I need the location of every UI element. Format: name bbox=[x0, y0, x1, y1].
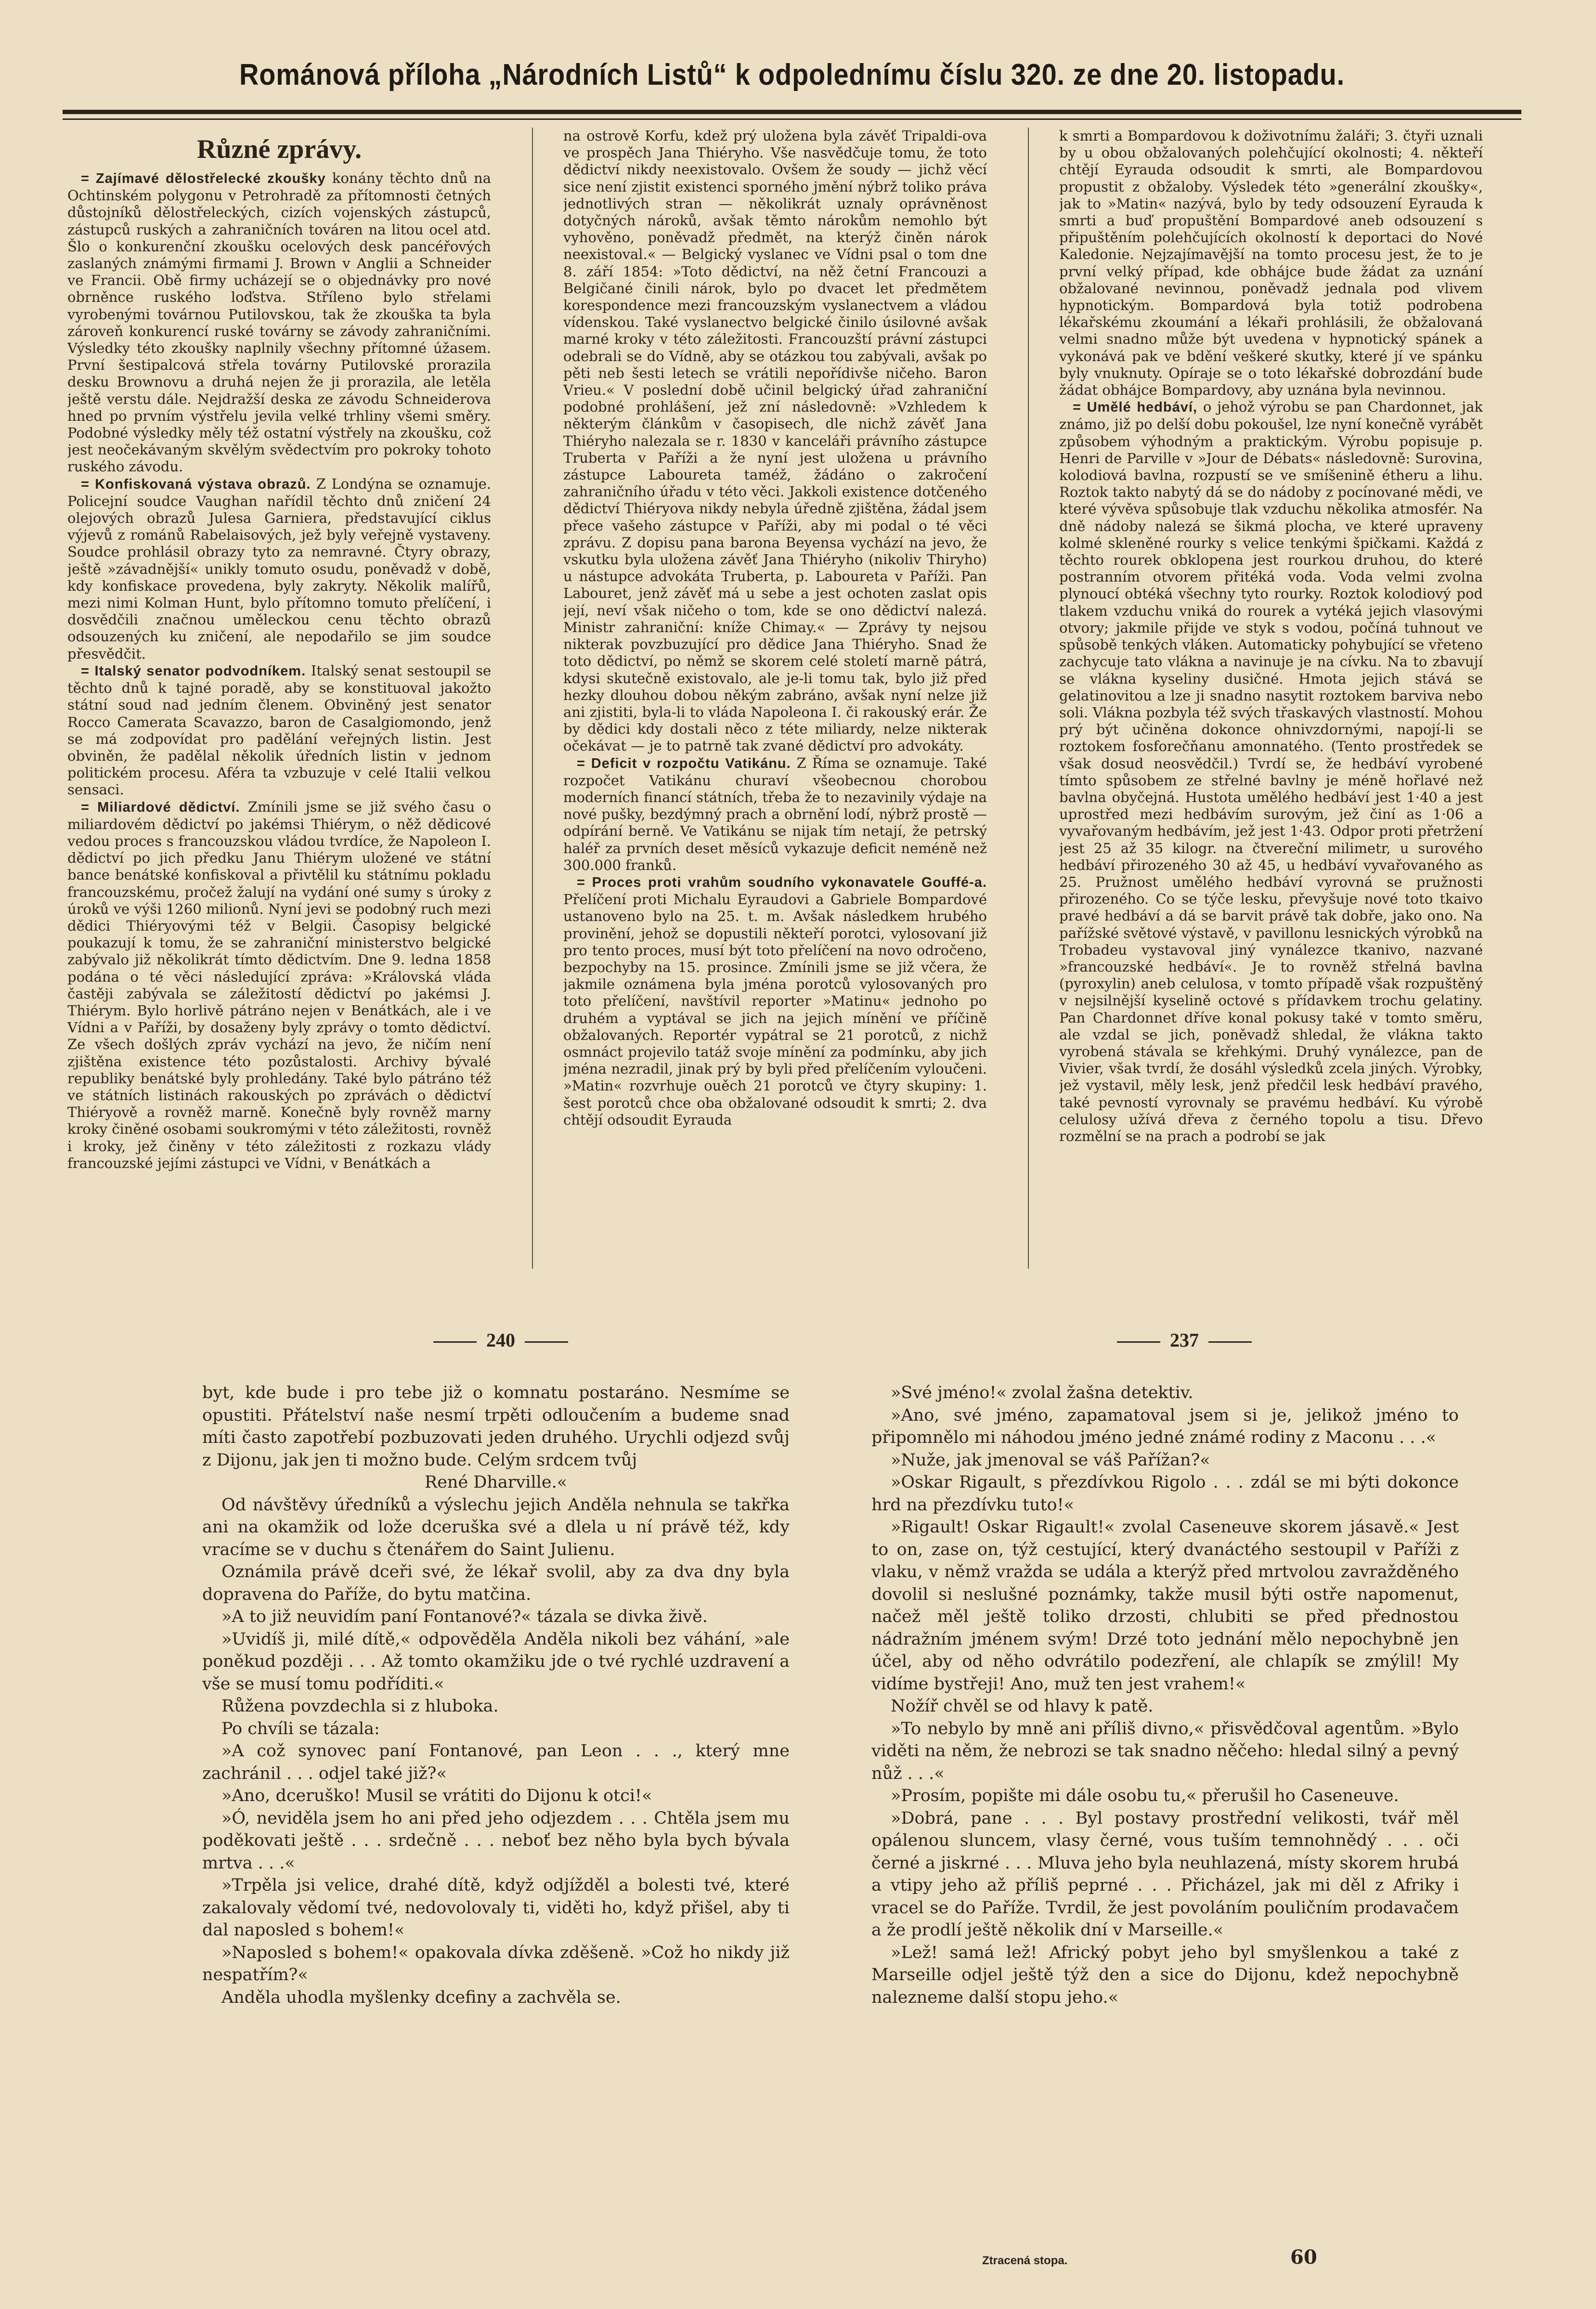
novel-paragraph: »A to již neuvidím paní Fontanové?« tázala se divka živě. bbox=[221, 1607, 708, 1626]
news-item bbox=[563, 128, 987, 755]
news-item-text: k smrti a Bompardovou k doživotnímu žaláři; 3. čtyři uznali by u obou obžalovaných polehčující okolnosti; 4. někteří chtějí Eyrauda odsoudit k smrti, ale Bompardovou propustit z obžaloby. Výsledek této »generální zkoušky«, jak to »Matin« nazývá, bylo by tedy odsouzení Eyrauda k smrti a buď propuštění Bompardové aneb odsouzení s připuštěním polehčujících okolností k deportaci do Nové Kaledonie. Nejzajímavější na tomto procesu jest, že to je první velký případ, kde obhájce bude žádat za uznání obžalované nevinnou, poněvadž jednala pod vlivem hypnotickým. Bompardová byla totiž podrobena lékařskému zkoumání a lékaři prohlásili, že obžalovaná velmi snadno může být uvedena v hypnotický spánek a vykonává pak ve bdění veškeré skutky, které jí ve spánku byly vnuknuty. Opíraje se o toto lékařské dobrozdání bude žádat obhájce Bompardovy, aby uznána byla nevinnou. bbox=[1059, 128, 1483, 399]
novel-paragraph: »To nebylo by mně ani příliš divno,« přisvědčoval agentům. »Bylo viděti na něm, že nebrozi se tak snadno něčeho: hledal silný a pevný nůž . . .« bbox=[871, 1719, 1459, 1783]
news-column-1 bbox=[67, 128, 491, 1269]
news-item bbox=[67, 662, 491, 799]
novel-paragraph: Oznámila právě dceři své, že lékař svolil, aby za dva dny byla dopravena do Paříže, do bytu matčina. bbox=[202, 1562, 790, 1604]
news-item bbox=[67, 170, 491, 476]
novel-paragraph: »A což synovec paní Fontanové, pan Leon . . ., který mne zachránil . . . odjel také již?« bbox=[202, 1741, 790, 1783]
page-number-right-value: 237 bbox=[1170, 1329, 1199, 1351]
novel-paragraph: »Dobrá, pane . . . Byl postavy prostřední velikosti, tvář měl opálenou sluncem, vlasy černé, vous tuším temnohnědý . . . oči černé a jiskrné . . . Mluva jeho byla neuhlazená, místy skorem hrubá a vtipy jeho až příliš peprné . . . Přicházel, jak mi děl z Afriky i vracel se do Paříže. Tvrdil, že jest povoláním pouličním prodavačem a že prodlí ještě několik dní v Marseille.« bbox=[871, 1808, 1459, 1940]
news-item-text: Zmínili jsme se již svého času o miliardovém dědictví po jakémsi Thiérym, o něž dědicové vedou proces s francouzskou vládou tvrdíce, že Napoleon I. dědictví po jich předku Janu Thiérym uložené ve státní bance benátské konfiskoval a přivtělil ku státnímu pokladu francouzskému, pročež žalují na vydání oné sumy s úroky z úroků ve výši 1260 milionů. Nyní jevi se podobný ruch mezi dědici Thiéryovými též v Belgii. Časopisy belgické poukazují k tomu, že se zahraniční ministerstvo belgické zabývalo již několikrát tímto dědictvím. Dne 9. ledna 1858 podána o té věci následující zpráva: »Královská vláda častěji zabývala se záležitostí dědictví po jakémsi J. Thiérym. Bylo horlivě pátráno nejen v Benátkách, ale i ve Vídni a v Paříži, by dosaženy byly zprávy o tomto dědictví. Ze všech došlých zpráv vychází na jevo, že ničím není zjištěna existence této pozůstalosti. Archivy bývalé republiky benátské byly prohledány. Také bylo pátráno též ve státních listinách rakouských po zprávách o dědictví Thiéryově a rovněž marně. Konečně byly rovněž marny kroky činěné osobami soukromými v této záležitosti, rovněž i kroky, jež činěny v této záležitosti z rozkazu vlády francouzské jejími zástupci ve Vídni, v Benátkách a bbox=[67, 798, 491, 1171]
news-item-title: = Proces proti vrahům soudního vykonavatele Gouffé-a. bbox=[577, 874, 987, 890]
news-item-title: = Italský senator podvodníkem. bbox=[81, 663, 306, 679]
novel-paragraph: »Naposled s bohem!« opakovala dívka zděšeně. »Což ho nikdy již nespatřím?« bbox=[202, 1943, 790, 1985]
news-item-text: Přelíčení proti Michalu Eyraudovi a Gabriele Bompardové ustanoveno bylo na 25. t. m. Avšak následkem hrubého provinění, jehož se dopustili někteří porotci, vylosovaní již pro tento proces, musí být toto přelíčení na novo odročeno, bezpochyby na 15. prosince. Zmínili jsme se již včera, že jakmile oznámena byla jména porotců vylosovaných pro toto přelíčení, navštívil reporter »Matinu« jednoho po druhém a vyptával se jich na jejich mínění ve příčině obžalovaných. Reportér vypátral se 21 porotců, z nichž osmnáct projevilo tatáž svoje mínění za podmínku, aby jich jména nezradil, jinak prý by byli před přelíčením vyloučeni. »Matin« rozvrhuje ouěch 21 porotců ve čtyry skupiny: 1. šest porotců chce oba obžalované odsoudit k smrti; 2. dva chtějí odsoudit Eyrauda bbox=[563, 891, 987, 1128]
page-number-left bbox=[424, 1329, 578, 1351]
page-header: Románová příloha „Národních Listů“ k odpolednímu číslu 320. ze dne 20. listopadu. bbox=[239, 58, 1345, 91]
novel-paragraph: »Nuže, jak jmenoval se váš Pařížan?« bbox=[891, 1450, 1210, 1470]
novel-paragraph: »Lež! samá lež! Africký pobyt jeho byl smyšlenkou a také z Marseille odjel ještě týž den a sice do Dijonu, kdež nepochybně nalezneme další stopu jeho.« bbox=[871, 1943, 1459, 2007]
novel-paragraph: »Ano, své jméno, zapamatoval jsem si je, jelikož jméno to připomnělo mi náhodou jméno jedné známé rodiny z Maconu . . .« bbox=[871, 1405, 1459, 1447]
news-item bbox=[563, 755, 987, 874]
news-item bbox=[67, 799, 491, 1172]
novel-paragraph: »Rigault! Oskar Rigault!« zvolal Caseneuve skorem jásavě.« Jest to on, zase on, týž cestující, který dvanáctého sestoupil v Paříži z vlaku, v němž vražda se udála a kterýž před mrtvolou zavražděného dovolil si neslušné poznámky, takže musil býti ostře napomenut, načež měl ještě toliko drzosti, chlubiti se před přednostou nádražním jménem svým! Drzé toto jednání mělo nepochybně jen účel, aby od něho odvrátilo podezření, ale chlapík se zmýlil! My vidíme bystřeji! Ano, muž ten jest vrahem!« bbox=[871, 1518, 1459, 1694]
news-item bbox=[563, 874, 987, 1129]
novel-paragraph: »Své jméno!« zvolal žašna detektiv. bbox=[891, 1383, 1194, 1402]
news-item-title: = Umělé hedbáví, bbox=[1073, 400, 1197, 415]
news-item-title: = Deficit v rozpočtu Vatikánu. bbox=[577, 755, 791, 771]
novel-paragraph: »Ó, neviděla jsem ho ani před jeho odjezdem . . . Chtěla jsem mu poděkovati ještě . . . srdečně . . . neboť bez něho byla bych bývala mrtva . . .« bbox=[202, 1808, 790, 1873]
footer-number: 60 bbox=[1290, 2246, 1317, 2269]
news-item-text: o jehož výrobu se pan Chardonnet, jak známo, již po delší dobu pokoušel, lze nyní konečně vyrábět způsobem výhodným a praktickým. Výrobu popisuje p. Henri de Parville v »Jour de Débats« následovně: Surovina, kolodiová bavlna, rozpustí se ve smíšenině étheru a lihu. Roztok takto nabytý dá se do nádoby z pocínované mědi, ve které vývěva spůsobuje tlak vzduchu několika atmosfér. Na dně nádoby nalezá se šikmá plocha, ve které upraveny kolmé skleněné rourky s velice tenkými špičkami. Každá z těchto rourek obklopena jest rourkou druhou, do které postranním otvorem přitéká voda. Voda velmi zvolna plynoucí obtéká všechny tyto rourky. Roztok kolodiový pod tlakem vzduchu vniká do rourek a vytéká jejich vlasovými otvory; jakmile přijde ve styk s vodou, počíná tuhnout ve spůsobě tenkých vláken. Automaticky pohybující se vřeteno zachycuje tato vlákna a navinuje je na cívku. Na to zbavují se vlákna kyseliny dusičné. Hmota jejich stává se gelatinovitou a lze ji snadno nasytit roztokem barviva nebo soli. Vlákna pozbyla též svých třaskavých vlastností. Mohou prý být učiněna dokonce ohnivzdornými, napojí-li se roztokem fosforečňanu amonnatého. (Tento prostředek se však dosud neosvědčil.) Tvrdí se, že hedbáví vyrobené tímto spůsobem ze střelné bavlny je méně hořlavé než bavlna obyčejná. Hustota umělého hedbáví jest 1·40 a jest uprostřed mezi hedbávím surovým, jež činí as 1·06 a vyvařovaným hedbávím, jež jest 1·43. Odpor proti přetržení jest 25 až 35 kilogr. na čtvereční milimetr, u surového hedbáví přirozeného 30 až 45, u hedbáví vyvařovaného as 25. Pružnost umělého hedbáví vyrovná se pružnosti přirozeného. Co se týče lesku, převyšuje nové toto tkaivo pravé hedbáví a dá se barvit právě tak dobře, jako ono. Na pařížské světové výstavě, v pavillonu lesnických výrobků na Trobadeu vystavoval jiný vynálezce tkanivo, nazvané »francouzské hedbáví«. Je to rovněž střelná bavlna (pyroxylin) aneb celulosa, v tomto případě však rozpuštěný v nejsilnější kyselině octové s přídavkem trochu gelatiny. Pan Chardonnet dříve konal pokusy také v tomto směru, ale vzdal se jich, poněvadž shledal, že vlákna takto vyrobená stávala se křehkými. Druhý vynálezce, pan de Vivier, však tvrdí, že dosáhl výsledků zcela jiných. Výrobky, jež vystavil, měly lesk, jenž předčil lesk hedbáví pravého, také pevností vyrovnaly se pravému hedbáví. Ku výrobě celulosy užívá dřeva z černého topolu a tisu. Dřevo rozmělní se na prach a podrobí se jak bbox=[1059, 399, 1483, 1144]
novel-paragraph: »Prosím, popište mi dále osobu tu,« přerušil ho Caseneuve. bbox=[891, 1786, 1399, 1805]
serial-novel-left bbox=[202, 1382, 790, 2287]
newspaper-page bbox=[58, 29, 1526, 2292]
serial-novel-right bbox=[871, 1382, 1459, 2287]
letter-signature: René Dharville.« bbox=[424, 1473, 568, 1492]
header-rule-thin bbox=[63, 118, 1521, 120]
news-column-2 bbox=[563, 128, 987, 1269]
news-column-3 bbox=[1059, 128, 1483, 1269]
news-item-text: konány těchto dnů na Ochtinském polygonu v Petrohradě za přítomnosti četných důstojníků dělostřeleckých, cizích vojenských zástupců, zástupců ruských a zahraničních továren na litou ocel atd. Šlo o konkurenční zkoušku ocelových desk pancéřových zaslaných známými firmami J. Brown v Anglii a Schneider ve Francii. Obě firmy ucházejí se o objednávky pro nové obrněnce ruského loďstva. Stříleno bylo střelami vyrobenými továrnou Putilovskou, tak že zkouška ta byla zároveň konkurencí ruské továrny se závody zahraničními. Výsledky této zkoušky naplnily všechny přítomné úžasem. První šestipalcová střela továrny Putilovské prorazila desku Brownovu a druhá nejen že ji prorazila, ale letěla ještě verstu dále. Nejdražší deska ze závodu Schneiderova hned po prvním výstřelu jevila velké trhliny všemi směry. Podobné výsledky měly též ostatní výstřely na zkoušku, což jest neočekávaným skvělým svědectvím pro pokroky tohoto ruského závodu. bbox=[67, 170, 491, 475]
news-item bbox=[1059, 399, 1483, 1145]
news-item bbox=[1059, 128, 1483, 399]
news-item-title: = Konfiskovaná výstava obrazů. bbox=[81, 476, 311, 492]
news-item bbox=[67, 476, 491, 662]
news-item-text: Italský senat sestoupil se těchto dnů k tajné poradě, aby se konstituoval jakožto státní soud nad jedním členem. Obviněný jest senator Rocco Camerata Scavazzo, baron de Casalgiomondo, jenž se má zodpovídat pro padělání veřejných listin. Jest obviněn, že padělal několik úředních listin v jednom politickém procesu. Aféra ta vzbuzuje v celé Italii velkou sensaci. bbox=[67, 662, 491, 798]
column-3-articles bbox=[1059, 128, 1483, 1145]
novel-paragraph: Růžena povzdechla si z hluboka. bbox=[221, 1697, 499, 1716]
news-item-text: Z Říma se oznamuje. Také rozpočet Vatikánu churaví všeobecnou chorobou moderních financí státních, třeba že to nezavinily výdaje na nové pušky, bezdýmný prach a obrnění lodí, nýbrž prostě — odpírání berně. Ve Vatikánu se nijak tím netají, že petrský haléř za prvních deset měsíců vykazuje deficit neméně než 300.000 franků. bbox=[563, 754, 987, 873]
page-number-left-value: 240 bbox=[486, 1329, 515, 1351]
column-1-articles bbox=[67, 170, 491, 1172]
novel-paragraph: byt, kde bude i pro tebe již o komnatu postaráno. Nesmíme se opustiti. Přátelství naše nesmí trpěti odloučením a budeme snad míti často zapotřebí pozbuzovati jeden druhého. Urychli odjezd svůj z Dijonu, jak jen ti možno bude. Celým srdcem tvůj bbox=[202, 1383, 790, 1470]
section-title: Různé zprávy. bbox=[196, 134, 362, 164]
novel-paragraph: Anděla uhodla myšlenky dcefiny a zachvěla se. bbox=[221, 1987, 621, 2007]
column-2-articles bbox=[563, 128, 987, 1129]
novel-paragraph: Od návštěvy úředníků a výslechu jejich Anděla nehnula se takřka ani na okamžik od lože dceruška své a dlela u ní právě též, kdy vracíme se v duchu s čtenářem do Saint Julienu. bbox=[202, 1495, 790, 1559]
header-rule-thick bbox=[63, 110, 1521, 114]
news-item-text: na ostrově Korfu, kdež prý uložena byla závěť Tripaldi-ova ve prospěch Jana Thiéryho. Vše nasvědčuje tomu, že toto dědictví nikdy neexistovalo. Ovšem že soudy — jichž věcí sice není zjistit existenci sporného jmění nýbrž toliko práva jednotlivých stran — několikrát uznaly oprávněnost dotyčných nároků, avšak těmto nárokům nemohlo být vyhověno, poněvadž předmět, na kterýž činěn nárok neexistoval.« — Belgický vyslanec ve Vídni psal o tom dne 8. září 1854: »Toto dědictví, na něž četní Francouzi a Belgičané činili nárok, bylo po dvacet let předmětem korespondence mezi francouzským vyslanectvem a vládou vídenskou. Také vyslanectvo belgické činilo úsilovné avšak marné kroky v této záležitosti. Francouzští právní zástupci odebrali se do Vídně, aby se otázkou tou zabývali, avšak po pěti neb šesti letech se vrátili nepořídivše ničeho. Baron Vrieu.« V poslední době učinil belgický úřad zahraniční podobné prohlášení, jež zní následovně: »Vzhledem k některým článkům v časopisech, dle nichž závěť Jana Thiéryho nalezala se r. 1830 v kanceláři právního zástupce Truberta v Paříži a že nyní jest uložena u právního zástupce Laboureta taméž, žádáno o zakročení zahraničního úřadu v této věci. Jakkoli existence dotčeného dědictví Thiéryova nikdy nebyla úředně zjištěna, žádal jsem přece vašeho zástupce v Paříži, aby mi podal o té věci zprávu. Z dopisu pana barona Beyensa vychází na jevo, že vskutku byla uložena závěť Jana Thiéryho (nikoliv Thiryho) u nástupce advokáta Truberta, p. Laboureta v Paříži. Pan Labouret, jenž závěť má u sebe a jest ochoten zaslat opis její, neví však ničeho o tom, kde se ono dědictví nalezá. Ministr zahraniční: kníže Chimay.« — Zprávy ty nejsou nikterak povzbuzující pro dědice Jana Thiéryho. Snad že toto dědictví, po němž se skorem celé století marně pátrá, kdysi skutečně existovalo, ale je-li tomu tak, bylo již před hezky dlouhou dobou někým zabráno, avšak nyní nelze již ani zjistiti, byla-li to vláda Napoleona I. či rakouský erár. Že by dědici kdy dostali něco z téte miliardy, nelze nikterak očekávat — je to patrně tak zvané dědictví pro advokáty. bbox=[563, 128, 987, 754]
page-number-right bbox=[1107, 1329, 1261, 1351]
column-divider bbox=[532, 128, 533, 1269]
novel-paragraph: »Trpěla jsi velice, drahé dítě, když odjížděl a bolesti tvé, které zakalovaly vědomí tvé, nedovolovaly ti, viděti ho, když přišel, aby ti dal naposled s bohem!« bbox=[202, 1876, 790, 1940]
news-item-text: Z Londýna se oznamuje. Policejní soudce Vaughan nařídil těchto dnů zničení 24 olejových obrazů Julesa Garniera, představující ciklus výjevů z románů Rabelaisových, jež byly veřejně vystaveny. Soudce prohlásil obrazy tyto za nemravné. Čtyry obrazy, ještě »závadnější« unikly tomuto osudu, poněvadž v době, kdy konfiskace provedena, byly zakryty. Několik malířů, mezi nimi Kolman Hunt, bylo přítomno tomuto přelíčení, i dosvědčili značnou uměleckou cenu těchto obrazů odsouzených ku zničení, ale nepodařilo se jim soudce přesvědčit. bbox=[67, 475, 491, 662]
novel-paragraph: Po chvíli se tázala: bbox=[221, 1719, 380, 1738]
novel-paragraph: »Ano, dceruško! Musil se vrátiti do Dijonu k otci!« bbox=[221, 1786, 652, 1805]
novel-paragraph: »Oskar Rigault, s přezdívkou Rigolo . . . zdál se mi býti dokonce hrd na přezdívku tuto!« bbox=[871, 1473, 1459, 1515]
novel-paragraph: »Uvidíš ji, milé dítě,« odpověděla Anděla nikoli bez váhání, »ale poněkud později . . . Až tomto okamžiku jde o tvé rychlé uzdravení a vše se musí tomu podříditi.« bbox=[202, 1629, 790, 1694]
news-item-title: = Miliardové dědictví. bbox=[81, 799, 240, 815]
footer-title: Ztracená stopa. bbox=[982, 2254, 1068, 2267]
news-item-title: = Zajímavé dělostřelecké zkoušky bbox=[81, 171, 326, 186]
novel-paragraph: Nožíř chvěl se od hlavy k patě. bbox=[891, 1697, 1154, 1716]
column-divider bbox=[1028, 128, 1029, 1269]
